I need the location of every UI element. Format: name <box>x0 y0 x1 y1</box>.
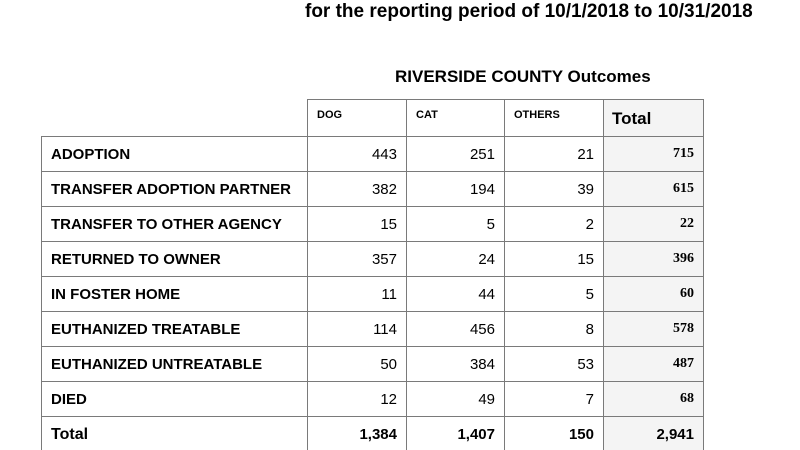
cat-value: 24 <box>407 242 505 277</box>
row-total-value: 615 <box>604 172 704 207</box>
dog-value: 11 <box>308 277 407 312</box>
table-row <box>42 312 704 347</box>
dog-value: 357 <box>308 242 407 277</box>
cat-value: 456 <box>407 312 505 347</box>
column-header-dog: DOG <box>308 100 407 137</box>
row-label: EUTHANIZED UNTREATABLE <box>42 347 308 382</box>
dog-value: 50 <box>308 347 407 382</box>
table-row <box>42 347 704 382</box>
cat-value: 5 <box>407 207 505 242</box>
column-header-total: Total <box>604 100 704 137</box>
grand-total: 2,941 <box>604 417 704 450</box>
others-value: 2 <box>505 207 604 242</box>
cat-value: 44 <box>407 277 505 312</box>
others-value: 7 <box>505 382 604 417</box>
row-label: RETURNED TO OWNER <box>42 242 308 277</box>
table-row <box>42 137 704 172</box>
row-label: EUTHANIZED TREATABLE <box>42 312 308 347</box>
others-value: 15 <box>505 242 604 277</box>
column-header-cat: CAT <box>407 100 505 137</box>
row-label: TRANSFER ADOPTION PARTNER <box>42 172 308 207</box>
row-total-value: 68 <box>604 382 704 417</box>
row-label: DIED <box>42 382 308 417</box>
outcomes-table <box>41 99 704 450</box>
row-total-value: 60 <box>604 277 704 312</box>
table-row <box>42 242 704 277</box>
row-total-value: 396 <box>604 242 704 277</box>
column-header-others: OTHERS <box>505 100 604 137</box>
cat-total: 1,407 <box>407 417 505 450</box>
others-value: 53 <box>505 347 604 382</box>
dog-value: 443 <box>308 137 407 172</box>
row-total-value: 22 <box>604 207 704 242</box>
dog-total: 1,384 <box>308 417 407 450</box>
reporting-period-text: for the reporting period of 10/1/2018 to 10/31/2018 <box>305 1 753 22</box>
report-title: RIVERSIDE COUNTY Outcomes <box>395 67 651 86</box>
table-row <box>42 172 704 207</box>
others-total: 150 <box>505 417 604 450</box>
others-value: 39 <box>505 172 604 207</box>
table-row <box>42 382 704 417</box>
totals-label: Total <box>42 417 308 450</box>
cat-value: 49 <box>407 382 505 417</box>
cat-value: 251 <box>407 137 505 172</box>
row-label: TRANSFER TO OTHER AGENCY <box>42 207 308 242</box>
table-row <box>42 207 704 242</box>
dog-value: 114 <box>308 312 407 347</box>
row-label: IN FOSTER HOME <box>42 277 308 312</box>
totals-row <box>42 417 704 450</box>
row-label: ADOPTION <box>42 137 308 172</box>
cat-value: 194 <box>407 172 505 207</box>
others-value: 8 <box>505 312 604 347</box>
cat-value: 384 <box>407 347 505 382</box>
row-total-value: 487 <box>604 347 704 382</box>
dog-value: 12 <box>308 382 407 417</box>
row-total-value: 715 <box>604 137 704 172</box>
row-total-value: 578 <box>604 312 704 347</box>
others-value: 5 <box>505 277 604 312</box>
table-row <box>42 277 704 312</box>
blank-corner-cell <box>42 100 308 137</box>
table-header-row <box>42 100 704 137</box>
dog-value: 382 <box>308 172 407 207</box>
others-value: 21 <box>505 137 604 172</box>
dog-value: 15 <box>308 207 407 242</box>
